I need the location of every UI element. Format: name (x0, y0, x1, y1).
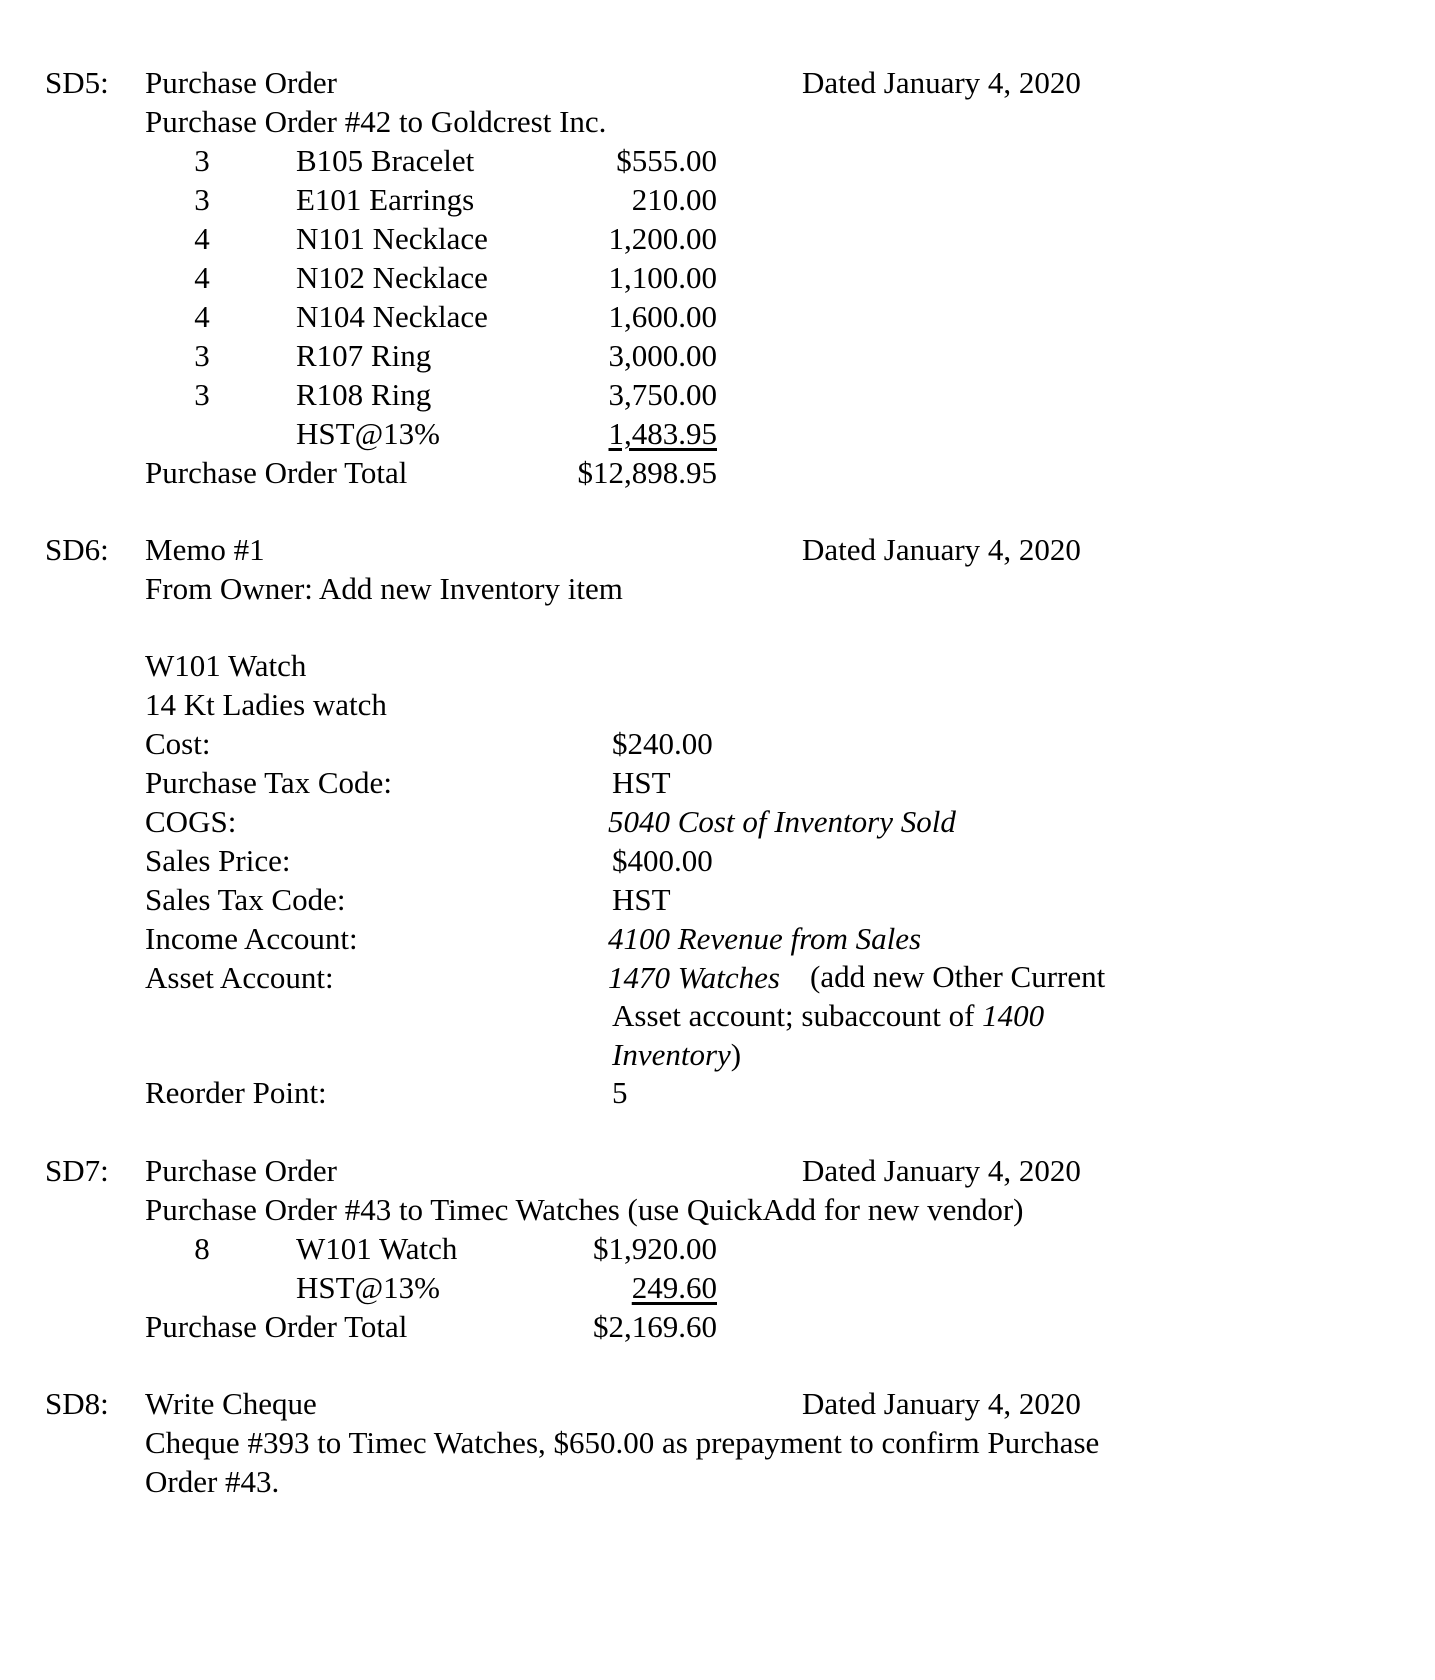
entry-title: Write Cheque (145, 1386, 317, 1421)
line-qty: 3 (194, 143, 210, 178)
line-qty: 3 (194, 182, 210, 217)
line-item: R108 Ring (296, 377, 432, 412)
total-label: Purchase Order Total (145, 1309, 408, 1344)
line-qty: 8 (194, 1231, 210, 1266)
tax-amount: 1,483.95 (608, 416, 717, 451)
line-item: N101 Necklace (296, 221, 488, 256)
field-value: 5 (612, 1075, 628, 1110)
total-amount: $2,169.60 (593, 1309, 717, 1344)
line-item: W101 Watch (296, 1231, 458, 1266)
line-amount: 1,200.00 (608, 221, 717, 256)
field-value: $400.00 (612, 843, 713, 878)
line-qty: 4 (194, 260, 210, 295)
tax-amount: 249.60 (631, 1270, 717, 1305)
line-item: E101 Earrings (296, 182, 475, 217)
entry-date: Dated January 4, 2020 (802, 532, 1081, 567)
field-label: Reorder Point: (145, 1075, 327, 1110)
tax-label: HST@13% (296, 1270, 440, 1305)
field-label: COGS: (145, 804, 237, 839)
field-label: Sales Price: (145, 843, 291, 878)
entry-subtitle: Purchase Order #42 to Goldcrest Inc. (145, 104, 607, 139)
field-label: Purchase Tax Code: (145, 765, 392, 800)
item-description: 14 Kt Ladies watch (145, 687, 387, 722)
entry-title: Purchase Order (145, 1153, 337, 1188)
item-name: W101 Watch (145, 648, 307, 683)
field-value: 4100 Revenue from Sales (608, 921, 922, 956)
field-value: HST (612, 765, 671, 800)
field-label: Cost: (145, 726, 211, 761)
entry-title: Memo #1 (145, 532, 265, 567)
line-amount: 3,750.00 (608, 377, 717, 412)
line-amount: 1,100.00 (608, 260, 717, 295)
entry-text: Cheque #393 to Timec Watches, $650.00 as prepayment to confirm Purchase (145, 1425, 1100, 1460)
asset-note: Asset account; subaccount of 1400 (612, 998, 1045, 1033)
field-value: HST (612, 882, 671, 917)
entry-date: Dated January 4, 2020 (802, 65, 1081, 100)
tax-label: HST@13% (296, 416, 440, 451)
entry-date: Dated January 4, 2020 (802, 1153, 1081, 1188)
entry-date: Dated January 4, 2020 (802, 1386, 1081, 1421)
field-label: Income Account: (145, 921, 358, 956)
entry-subtitle: Purchase Order #43 to Timec Watches (use QuickAdd for new vendor) (145, 1192, 1024, 1227)
line-qty: 4 (194, 299, 210, 334)
line-amount: $555.00 (616, 143, 717, 178)
line-amount: $1,920.00 (593, 1231, 717, 1266)
line-item: N104 Necklace (296, 299, 488, 334)
asset-note: Inventory) (612, 1037, 742, 1072)
line-qty: 3 (194, 377, 210, 412)
line-qty: 3 (194, 338, 210, 373)
entry-text: Order #43. (145, 1464, 280, 1499)
field-label: Asset Account: (145, 960, 334, 995)
total-label: Purchase Order Total (145, 455, 408, 490)
total-amount: $12,898.95 (577, 455, 717, 490)
line-amount: 1,600.00 (608, 299, 717, 334)
line-item: R107 Ring (296, 338, 432, 373)
entry-title: Purchase Order (145, 65, 337, 100)
field-value: $240.00 (612, 726, 713, 761)
entry-label: SD5: (45, 65, 109, 100)
line-qty: 4 (194, 221, 210, 256)
line-item: N102 Necklace (296, 260, 488, 295)
entry-subtitle: From Owner: Add new Inventory item (145, 571, 623, 606)
asset-note: (add new Other Current (810, 959, 1106, 994)
line-item: B105 Bracelet (296, 143, 475, 178)
field-value: 1470 Watches (608, 960, 780, 995)
entry-label: SD7: (45, 1153, 109, 1188)
field-value: 5040 Cost of Inventory Sold (608, 804, 956, 839)
field-label: Sales Tax Code: (145, 882, 346, 917)
line-amount: 3,000.00 (608, 338, 717, 373)
line-amount: 210.00 (631, 182, 717, 217)
entry-label: SD6: (45, 532, 109, 567)
entry-label: SD8: (45, 1386, 109, 1421)
